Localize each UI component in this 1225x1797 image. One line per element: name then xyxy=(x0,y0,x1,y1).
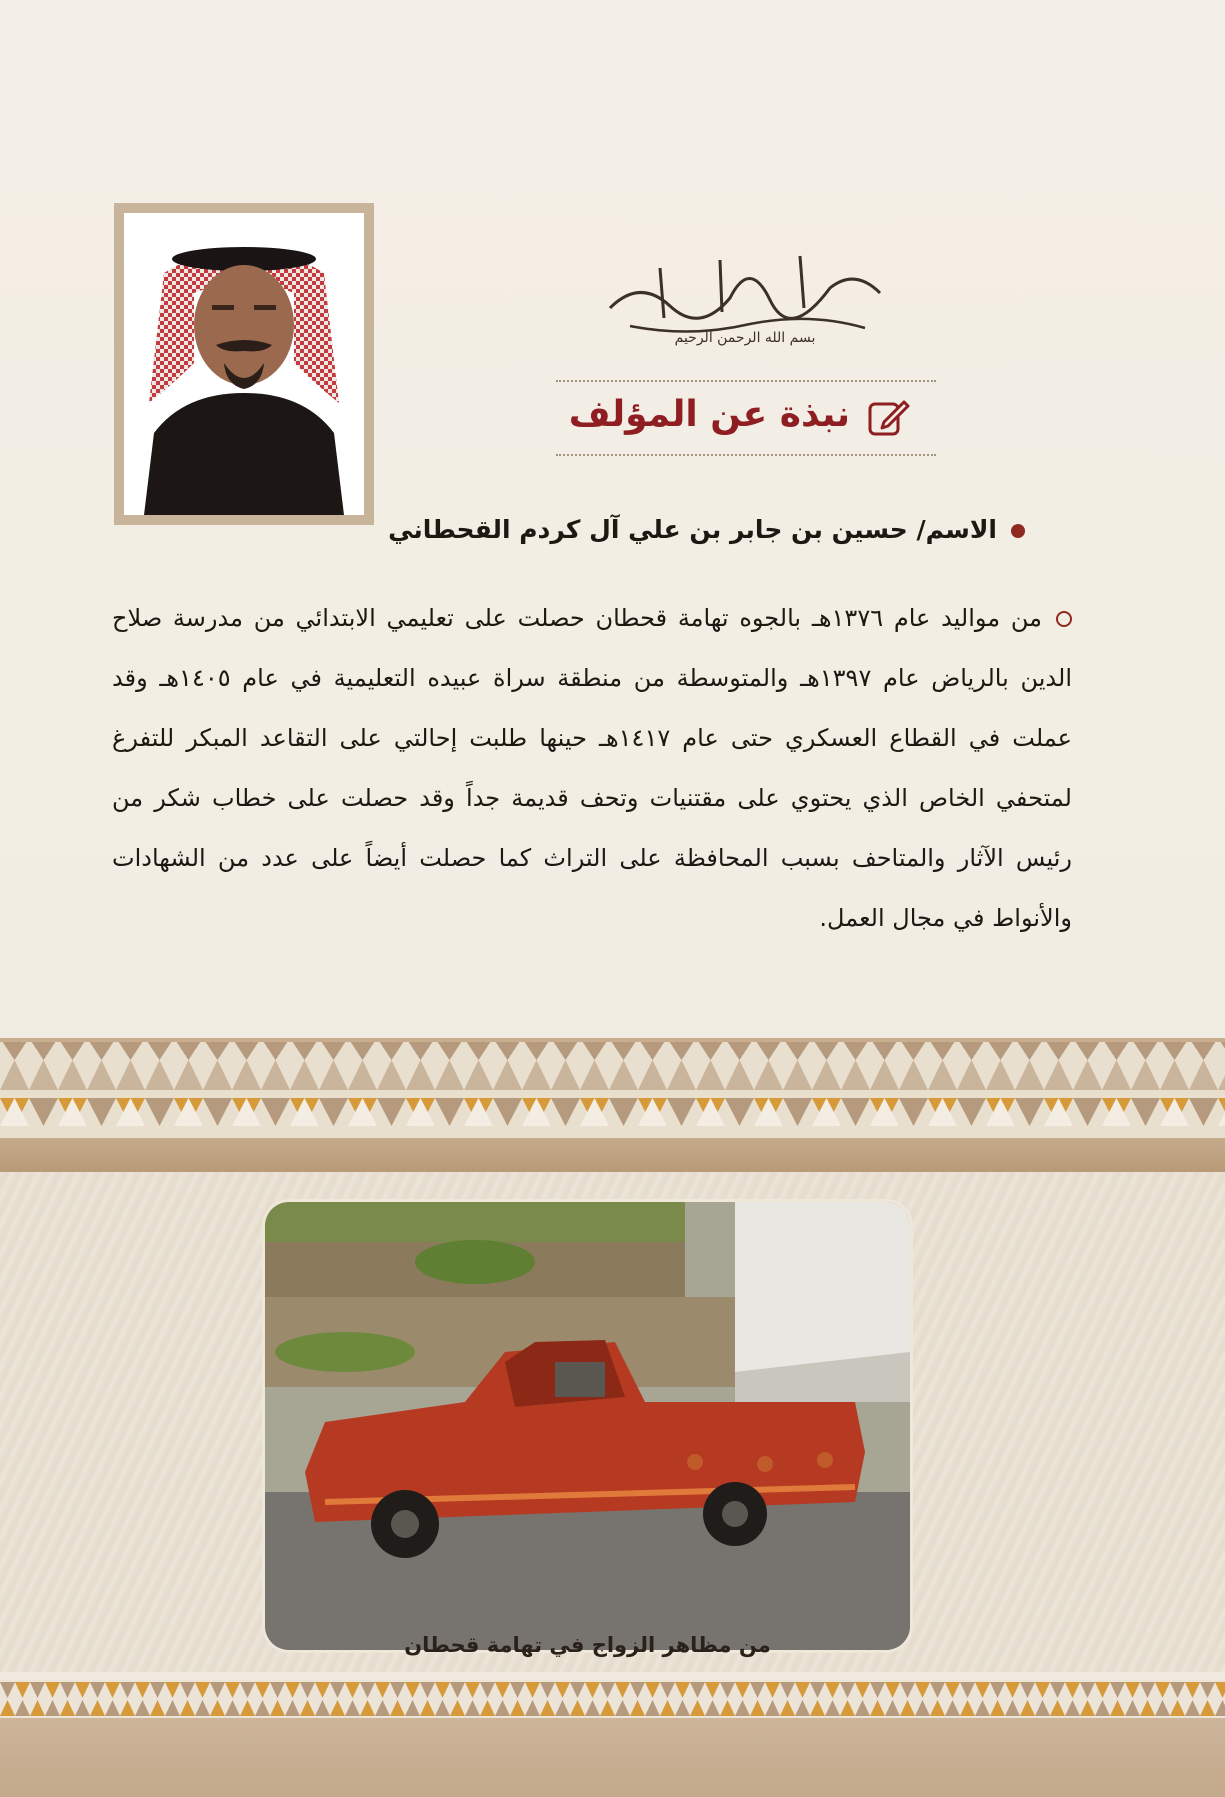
triangle-pattern-icon xyxy=(0,1038,1225,1138)
triangle-pattern-icon xyxy=(0,1680,1225,1718)
basmala-calligraphy xyxy=(600,238,890,348)
author-name-line xyxy=(388,515,1025,544)
wedding-car-photo xyxy=(265,1202,910,1650)
edit-note-icon xyxy=(866,396,910,440)
divider-strip xyxy=(0,1138,1225,1172)
ornament-band-bottom xyxy=(0,1680,1225,1718)
author-bio-text: من مواليد عام ١٣٧٦هـ بالجوه تهامة قحطان حصلت على تعليمي الابتدائي من مدرسة صلاح الدين بالرياض عام ١٣٩٧هـ والمتوسطة من منطقة سراة عبيده التعليمية في عام ١٤٠٥هـ وقد عملت في القطاع العسكري حتى عام ١٤١٧هـ حينها طلبت إحالتي على التقاعد المبكر للتفرغ لمتحفي الخاص الذي يحتوي على مقتنيات وتحف قديمة جداً وقد حصلت على خطاب شكر من رئيس الآثار والمتاحف بسبب المحافظة على التراث كما حصلت أيضاً على عدد من الشهادات والأنواط في مجال العمل. xyxy=(112,604,1072,932)
author-portrait xyxy=(124,213,364,515)
footer-strip xyxy=(0,1718,1225,1797)
section-title: نبذة عن المؤلف xyxy=(568,394,850,435)
author-portrait-frame xyxy=(114,203,374,525)
photo-caption: من مظاهر الزواج في تهامة قحطان xyxy=(404,1633,771,1657)
bullet-ring-icon xyxy=(1056,611,1072,627)
basmala-calligraphy-art xyxy=(600,238,890,348)
section-heading-box xyxy=(556,380,936,456)
author-name: الاسم/ حسين بن جابر بن علي آل كردم القحطاني xyxy=(388,515,997,544)
author-bio xyxy=(112,588,1072,948)
bullet-dot-icon xyxy=(1011,524,1025,538)
basmala-text: بسم الله الرحمن الرحيم xyxy=(674,330,816,346)
ornament-band-top xyxy=(0,1038,1225,1138)
